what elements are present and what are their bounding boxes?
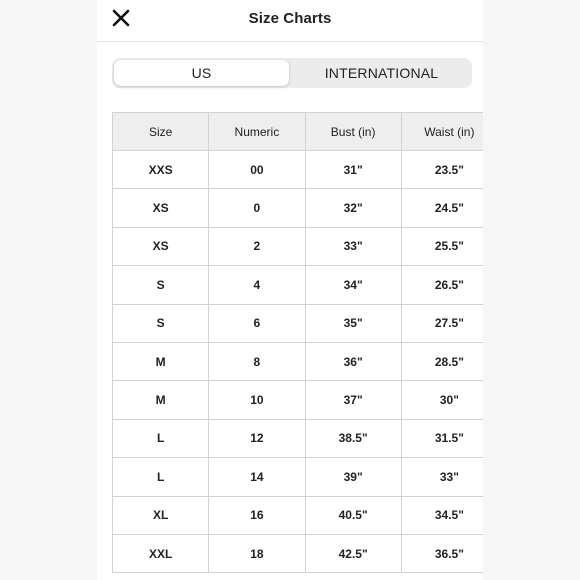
table-row: [113, 189, 484, 227]
cell-size: L: [113, 419, 209, 457]
cell-waist: 24.5": [401, 189, 483, 227]
cell-size: M: [113, 381, 209, 419]
cell-numeric: 00: [209, 151, 305, 189]
cell-bust: 35": [305, 304, 401, 342]
cell-numeric: 4: [209, 266, 305, 304]
cell-bust: 37": [305, 381, 401, 419]
page-title: Size Charts: [248, 10, 332, 27]
cell-size: XS: [113, 189, 209, 227]
table-row: [113, 534, 484, 572]
cell-waist: 34.5": [401, 496, 483, 534]
cell-numeric: 6: [209, 304, 305, 342]
cell-size: XS: [113, 227, 209, 265]
cell-size: XXS: [113, 151, 209, 189]
cell-size: S: [113, 266, 209, 304]
cell-size: XXL: [113, 534, 209, 572]
cell-size: M: [113, 342, 209, 380]
cell-bust: 33": [305, 227, 401, 265]
cell-waist: 33": [401, 458, 483, 496]
cell-waist: 26.5": [401, 266, 483, 304]
cell-bust: 36": [305, 342, 401, 380]
table-header-row: [113, 113, 484, 151]
region-segmented-control: [112, 58, 472, 88]
column-header-size: Size: [113, 113, 209, 151]
column-header-waist: Waist (in): [401, 113, 483, 151]
cell-bust: 34": [305, 266, 401, 304]
table-row: [113, 342, 484, 380]
cell-waist: 28.5": [401, 342, 483, 380]
cell-bust: 39": [305, 458, 401, 496]
cell-size: L: [113, 458, 209, 496]
cell-size: S: [113, 304, 209, 342]
column-header-bust: Bust (in): [305, 113, 401, 151]
cell-numeric: 14: [209, 458, 305, 496]
cell-waist: 31.5": [401, 419, 483, 457]
table-row: [113, 381, 484, 419]
cell-waist: 30": [401, 381, 483, 419]
size-table: [112, 112, 483, 573]
cell-numeric: 0: [209, 189, 305, 227]
cell-numeric: 8: [209, 342, 305, 380]
cell-numeric: 18: [209, 534, 305, 572]
cell-waist: 23.5": [401, 151, 483, 189]
table-row: [113, 227, 484, 265]
tab-us[interactable]: US: [114, 60, 289, 86]
table-row: [113, 496, 484, 534]
cell-bust: 31": [305, 151, 401, 189]
cell-numeric: 2: [209, 227, 305, 265]
table-row: [113, 304, 484, 342]
table-row: [113, 151, 484, 189]
cell-bust: 40.5": [305, 496, 401, 534]
cell-numeric: 12: [209, 419, 305, 457]
cell-waist: 25.5": [401, 227, 483, 265]
cell-waist: 27.5": [401, 304, 483, 342]
header-bar: [97, 0, 483, 42]
cell-numeric: 16: [209, 496, 305, 534]
cell-waist: 36.5": [401, 534, 483, 572]
cell-size: XL: [113, 496, 209, 534]
cell-numeric: 10: [209, 381, 305, 419]
cell-bust: 32": [305, 189, 401, 227]
table-row: [113, 266, 484, 304]
column-header-numeric: Numeric: [209, 113, 305, 151]
tab-international[interactable]: INTERNATIONAL: [324, 65, 439, 81]
cell-bust: 42.5": [305, 534, 401, 572]
size-chart-panel: [97, 0, 483, 580]
size-table-scroll-area[interactable]: [112, 112, 483, 580]
table-row: [113, 419, 484, 457]
cell-bust: 38.5": [305, 419, 401, 457]
table-row: [113, 458, 484, 496]
